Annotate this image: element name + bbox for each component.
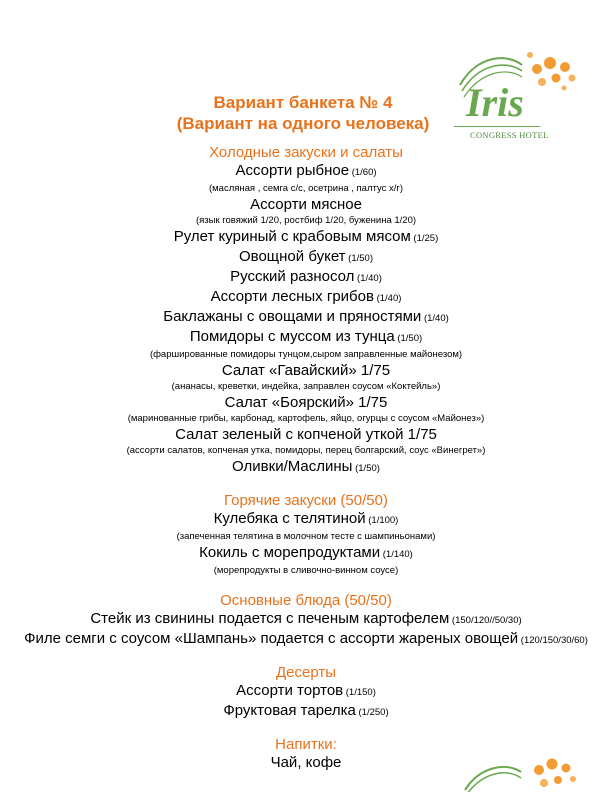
banquet-menu bbox=[0, 92, 612, 772]
dish-portion: (1/25) bbox=[410, 233, 439, 244]
dish-description: (ассорти салатов, копченая утка, помидоры, перец болгарский, соус «Винегрет») bbox=[126, 445, 486, 456]
dish-item bbox=[0, 248, 612, 268]
dish-portion: (1/100) bbox=[365, 515, 399, 526]
dish-portion: (1/140) bbox=[380, 549, 413, 560]
dish-item bbox=[0, 228, 612, 248]
dish-item bbox=[0, 630, 612, 650]
dish-item bbox=[0, 308, 612, 328]
dish-item bbox=[0, 362, 612, 380]
dish-portion: (1/150) bbox=[343, 687, 376, 698]
dish-name: Ассорти мясное bbox=[250, 196, 362, 213]
dish-item bbox=[0, 458, 612, 478]
dish-item bbox=[0, 702, 612, 722]
section-heading: Десерты bbox=[275, 664, 336, 681]
dish-name: Салат зеленый с копченой уткой 1/75 bbox=[175, 426, 437, 443]
dish-description: (морепродукты в сливочно-винном соусе) bbox=[213, 565, 399, 576]
dish-description: (маринованные грибы, карбонад, картофель, яйцо, огурцы с соусом «Майонез») bbox=[127, 413, 485, 424]
logo-brand: Iris bbox=[466, 80, 524, 125]
logo-subtitle: CONGRESS HOTEL bbox=[470, 130, 549, 140]
dish-item bbox=[0, 162, 612, 182]
dish-name: Овощной букет bbox=[239, 248, 346, 265]
dish-portion: (1/50) bbox=[352, 463, 380, 474]
dish-name: Баклажаны с овощами и пряностями bbox=[163, 308, 422, 325]
section-heading: Горячие закуски (50/50) bbox=[224, 492, 388, 509]
dish-name: Ассорти тортов bbox=[236, 682, 344, 699]
dish-name: Салат «Боярский» 1/75 bbox=[224, 394, 388, 411]
dish-name: Кулебяка с телятиной bbox=[213, 510, 366, 527]
dish-description: (масляная , семга с/с, осетрина , палтус х/г) bbox=[208, 183, 404, 194]
dish-item bbox=[0, 288, 612, 308]
dish-item bbox=[0, 754, 612, 772]
dish-item bbox=[0, 610, 612, 630]
dish-item bbox=[0, 544, 612, 564]
dish-portion: (1/50) bbox=[345, 253, 373, 264]
dish-name: Русский разносол bbox=[230, 268, 355, 285]
dish-portion: (1/250) bbox=[355, 707, 389, 718]
dish-item bbox=[0, 268, 612, 288]
dish-portion: (1/40) bbox=[373, 293, 402, 304]
dish-name: Рулет куриный с крабовым мясом bbox=[173, 228, 411, 245]
dish-item bbox=[0, 196, 612, 214]
dish-item bbox=[0, 682, 612, 702]
dish-name: Филе семги с соусом «Шампань» подается с ассорти жареных овощей bbox=[24, 630, 519, 647]
dish-item bbox=[0, 394, 612, 412]
dish-name: Фруктовая тарелка bbox=[223, 702, 356, 719]
dish-name: Помидоры с муссом из тунца bbox=[189, 328, 395, 345]
menu-sections bbox=[0, 144, 612, 772]
section-heading: Напитки: bbox=[275, 736, 337, 753]
section-heading: Основные блюда (50/50) bbox=[220, 592, 392, 609]
dish-name: Чай, кофе bbox=[270, 754, 342, 771]
dish-portion: (150/120//50/30) bbox=[449, 615, 522, 626]
dish-item bbox=[0, 510, 612, 530]
dish-name: Салат «Гавайский» 1/75 bbox=[221, 362, 391, 379]
section-heading: Холодные закуски и салаты bbox=[209, 144, 403, 161]
dish-item bbox=[0, 328, 612, 348]
dish-name: Кокиль с морепродуктами bbox=[199, 544, 381, 561]
dish-portion: (1/60) bbox=[349, 167, 377, 178]
menu-title-line1: Вариант банкета № 4 bbox=[213, 93, 393, 112]
dish-portion: (1/40) bbox=[421, 313, 449, 324]
dish-name: Ассорти рыбное bbox=[235, 162, 350, 179]
dish-portion: (120/150/30/60) bbox=[518, 635, 588, 646]
dish-name: Стейк из свинины подается с печеным картофелем bbox=[90, 610, 450, 627]
dish-portion: (1/50) bbox=[394, 333, 423, 344]
dish-name: Ассорти лесных грибов bbox=[210, 288, 374, 305]
dish-description: (язык говяжий 1/20, ростбиф 1/20, буженина 1/20) bbox=[195, 215, 417, 226]
dish-description: (запеченная телятина в молочном тесте с шампиньонами) bbox=[176, 531, 436, 542]
dish-name: Оливки/Маслины bbox=[232, 458, 353, 475]
dish-portion: (1/40) bbox=[354, 273, 382, 284]
dish-description: (фаршированные помидоры тунцом,сыром заправленные майонезом) bbox=[149, 349, 463, 360]
dish-item bbox=[0, 426, 612, 444]
menu-title-line2: (Вариант на одного человека) bbox=[176, 114, 430, 133]
dish-description: (ананасы, креветки, индейка, заправлен соусом «Коктейль») bbox=[171, 381, 441, 392]
